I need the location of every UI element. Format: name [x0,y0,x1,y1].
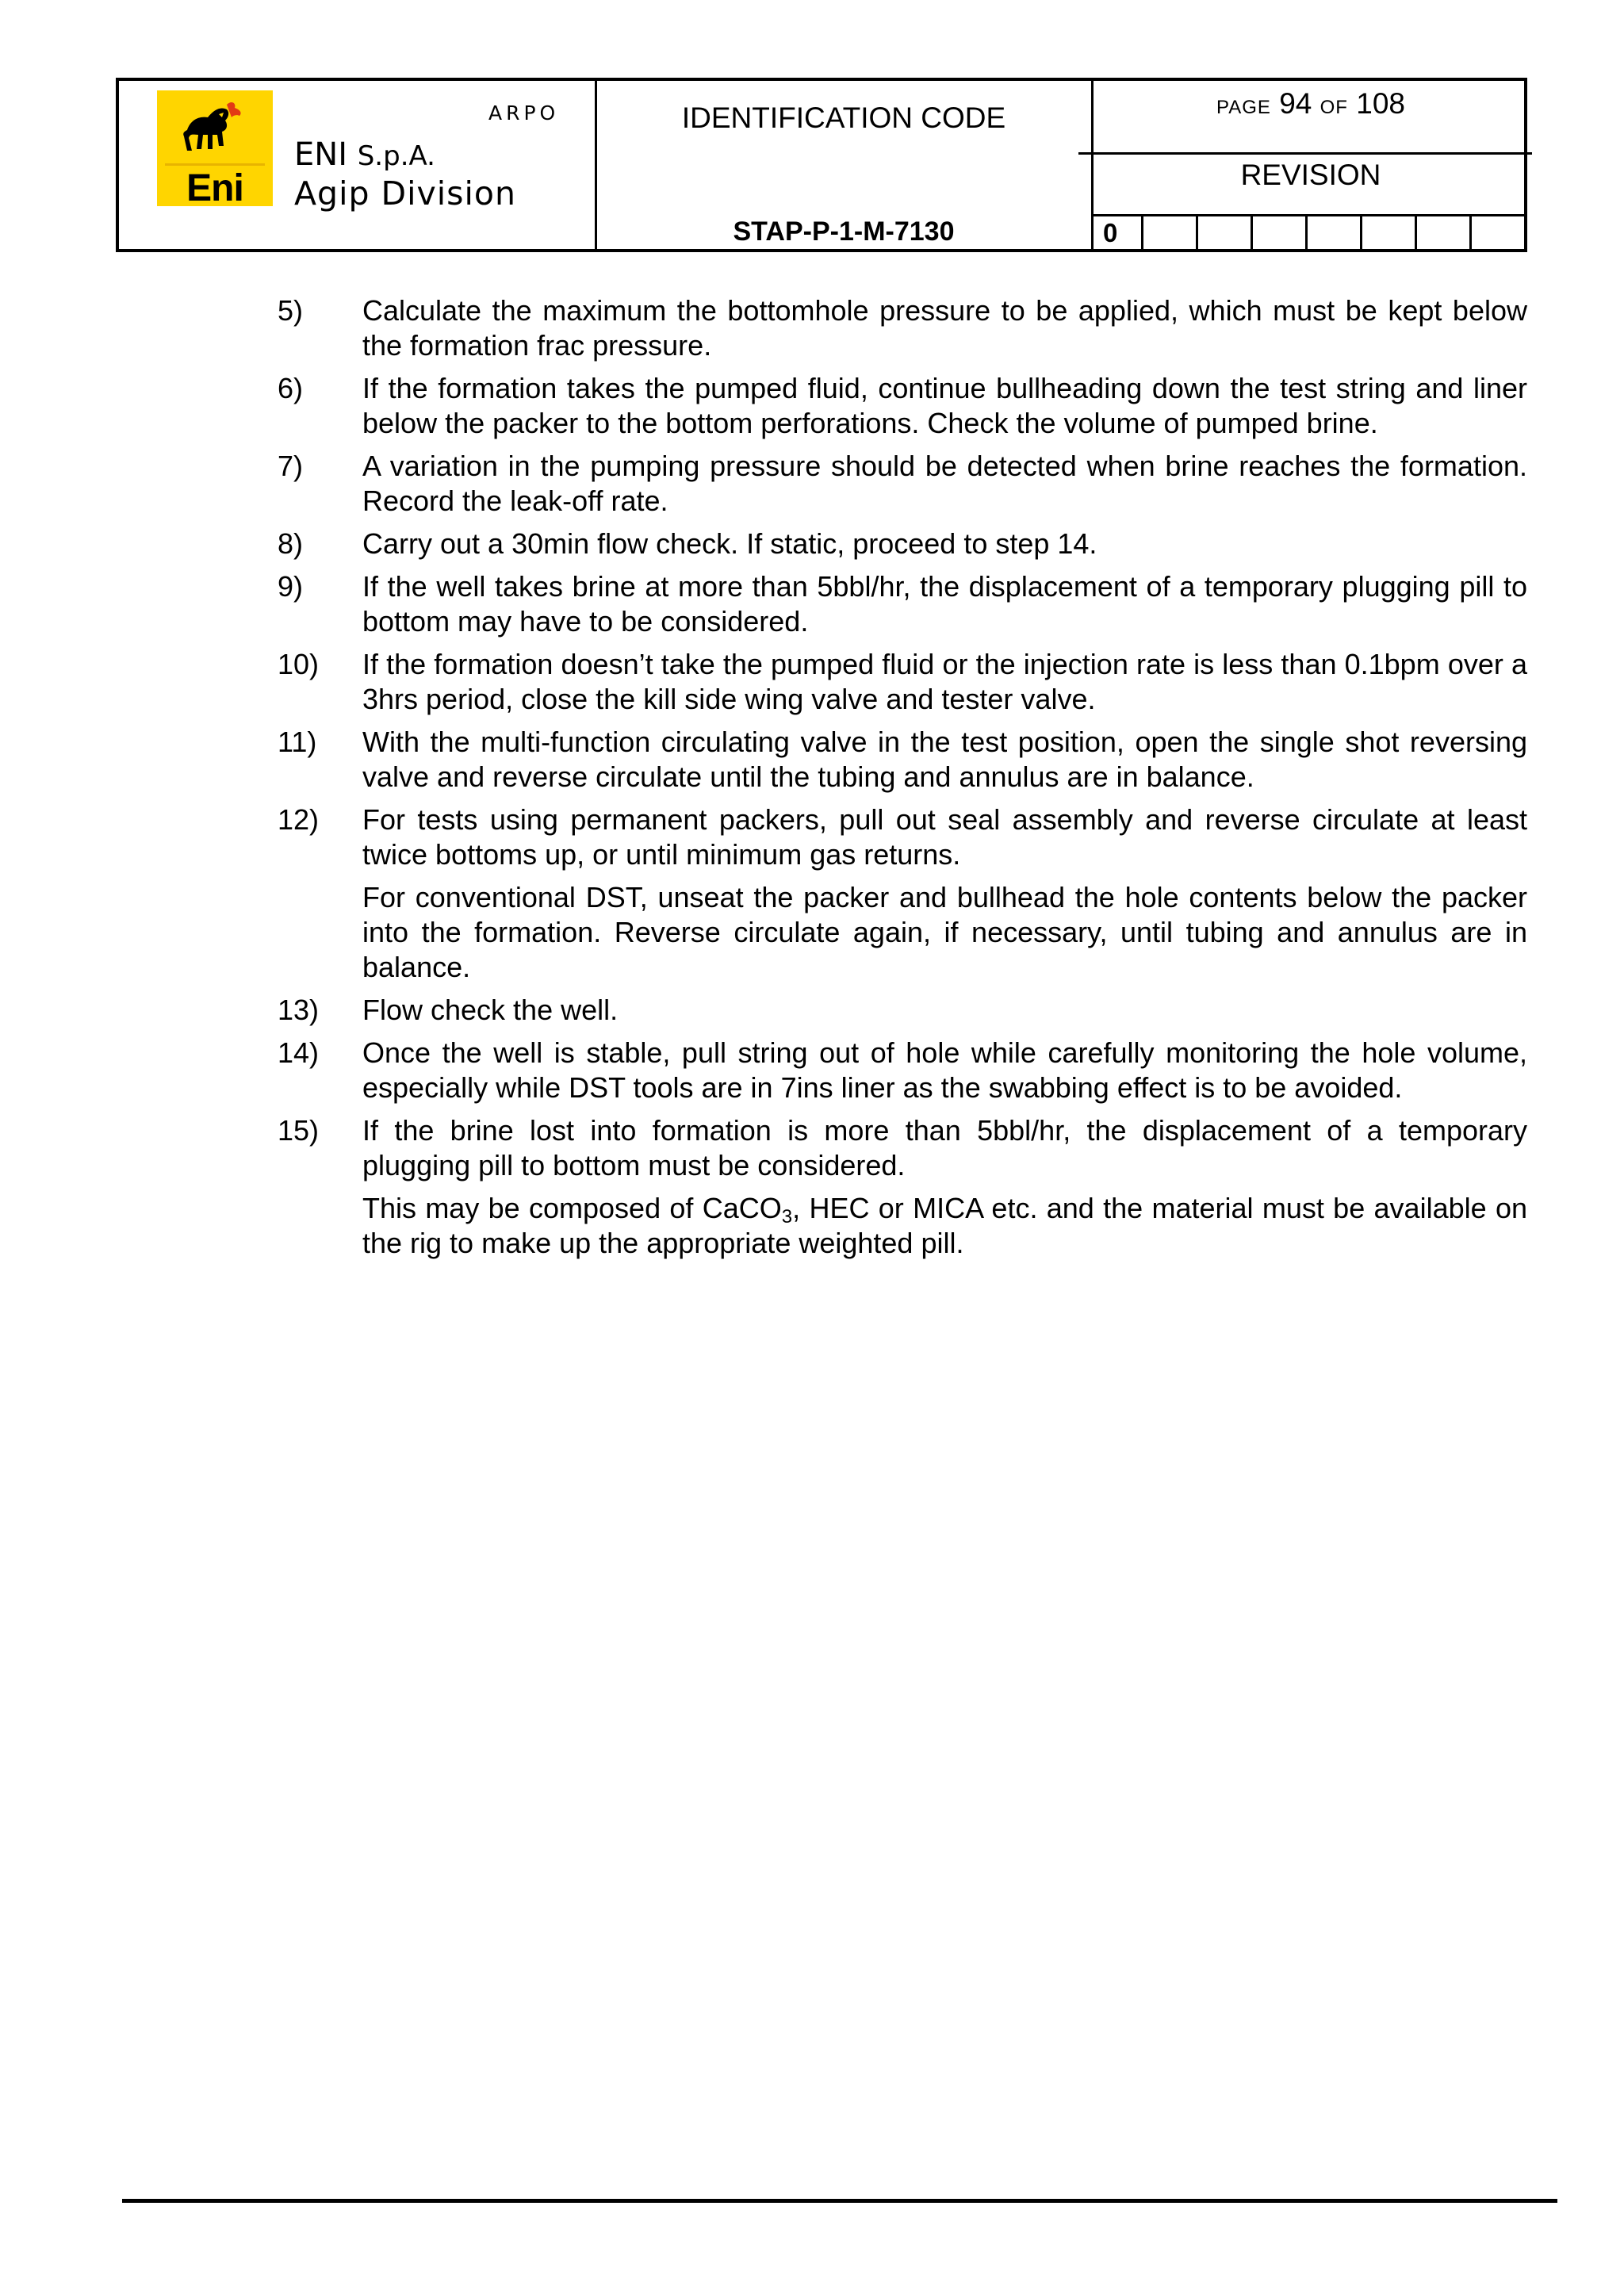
item-number: 10) [278,648,320,680]
list-item [278,1036,1527,1105]
item-text: Calculate the maximum the bottomhole pressure to be applied, which must be kept below the formation frac pressure. [362,294,1527,362]
item-number: 11) [278,726,317,758]
revision-cells [1094,216,1524,249]
footer-rule [122,2199,1557,2203]
item-number: 8) [278,527,304,560]
list-item [278,569,1527,639]
item-text: With the multi-function circulating valve in the test position, open the single shot reversing valve and reverse circulate until the tubing and annulus are in balance. [362,726,1527,793]
item-number: 6) [278,372,304,404]
page-label: PAGE [1216,97,1271,118]
revision-cell [1198,216,1253,249]
item-text: For conventional DST, unseat the packer and bullhead the hole contents below the packer into the formation. Reverse circulate again, if necessary, until tubing and annulus are in balance. [362,881,1527,983]
item-text: If the formation takes the pumped fluid, continue bullheading down the test string and liner below the packer to the bottom perforations. Check the volume of pumped brine. [362,372,1527,439]
item-number: 9) [278,570,304,603]
item-text: If the formation doesn’t take the pumped fluid or the injection rate is less than 0.1bpm over a 3hrs period, close the kill side wing valve and tester valve. [362,648,1527,715]
list-item [278,725,1527,795]
logo-wordmark: Eni [186,167,243,209]
item-number: 5) [278,294,304,327]
list-item [278,802,1527,985]
item-number: 13) [278,994,320,1026]
eni-logo [157,90,273,209]
page-total: 108 [1356,87,1405,120]
text-run: , HEC or MICA etc. and the material must be available on the rig to make up the appropriate weighted pill. [362,1192,1527,1259]
page-number: 94 [1279,87,1312,120]
item-number: 12) [278,803,320,836]
header-divider [595,81,597,249]
list-item [278,1113,1527,1261]
item-number: 7) [278,450,304,482]
revision-cell [1253,216,1308,249]
list-item [278,371,1527,441]
item-number: 14) [278,1036,320,1069]
list-item [278,647,1527,717]
item-text: If the brine lost into formation is more than 5bbl/hr, the displacement of a temporary plugging pill to bottom must be considered. [362,1114,1527,1181]
arpo-label: ARPO [488,101,560,124]
subscript: 3 [781,1206,793,1227]
list-item [278,993,1527,1028]
list-item [278,449,1527,519]
item-text: A variation in the pumping pressure should be detected when brine reaches the formation. Record the leak-off rate. [362,450,1527,517]
item-text: For tests using permanent packers, pull out seal assembly and reverse circulate at least twice bottoms up, or until minimum gas returns. [362,803,1527,871]
document-header [116,78,1527,252]
procedure-list [278,293,1527,1269]
list-item [278,527,1527,561]
identification-code-label: IDENTIFICATION CODE [681,101,1006,134]
revision-cell [1472,216,1526,249]
six-legged-dog-icon [179,98,251,170]
item-text: If the well takes brine at more than 5bbl/hr, the displacement of a temporary plugging pill to bottom may have to be considered. [362,570,1527,638]
company-name [294,136,435,173]
revision-cell [1362,216,1417,249]
revision-label: REVISION [1240,159,1381,191]
item-text: Once the well is stable, pull string out of hole while carefully monitoring the hole volume, especially while DST tools are in 7ins liner as the swabbing effect is to be avoided. [362,1036,1527,1104]
revision-cell [1143,216,1198,249]
company-suffix: S.p.A. [357,140,435,172]
revision-cell: 0 [1094,216,1143,249]
header-divider [1078,152,1532,155]
list-item [278,293,1527,363]
page-of-label: OF [1320,97,1348,118]
logo-separator [165,163,265,166]
item-text: Carry out a 30min flow check. If static, proceed to step 14. [362,527,1097,560]
page-indicator [1094,87,1528,121]
item-text [362,1191,1527,1261]
text-run: This may be composed of CaCO [362,1192,782,1224]
revision-cell [1308,216,1362,249]
item-text: Flow check the well. [362,994,619,1026]
company-label: ENI [294,136,347,173]
division-name: Agip Division [294,174,516,213]
revision-cell [1417,216,1472,249]
identification-code: STAP-P-1-M-7130 [733,216,955,247]
item-number: 15) [278,1114,320,1147]
